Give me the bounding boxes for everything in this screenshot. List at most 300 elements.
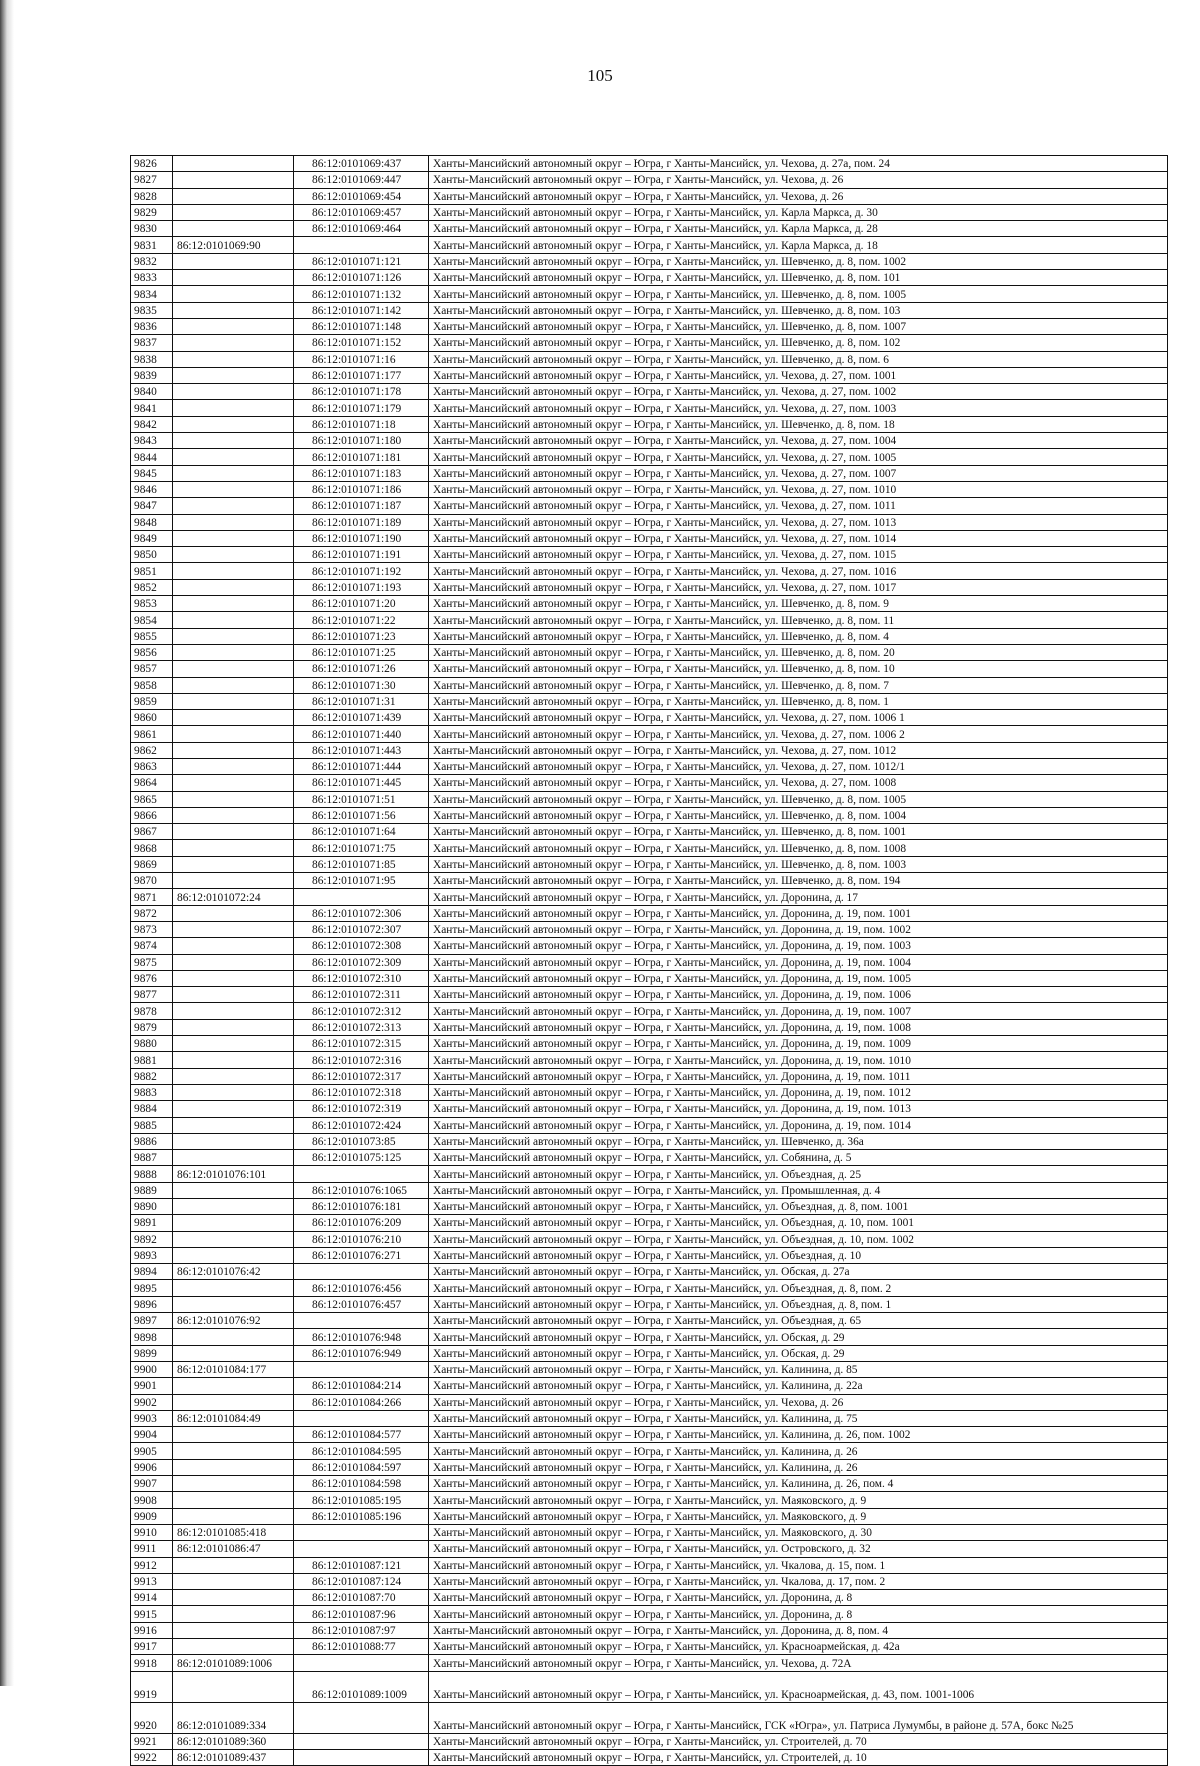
address-cell: Ханты-Мансийский автономный округ – Югра, г Ханты-Мансийск, ул. Доронина, д. 19, пом. 1006 bbox=[429, 987, 1168, 1003]
table-row bbox=[131, 221, 1168, 237]
row-number-cell: 9876 bbox=[131, 970, 173, 986]
address-cell: Ханты-Мансийский автономный округ – Югра, г Ханты-Мансийск, ул. Шевченко, д. 8, пом. 1008 bbox=[429, 840, 1168, 856]
table-row bbox=[131, 612, 1168, 628]
cadastral-number-cell: 86:12:0101071:30 bbox=[294, 677, 429, 693]
parent-cadastral-number-cell: 86:12:0101089:360 bbox=[173, 1733, 294, 1749]
parent-cadastral-number-cell bbox=[173, 758, 294, 774]
parent-cadastral-number-cell bbox=[173, 807, 294, 823]
cadastral-number-cell: 86:12:0101071:186 bbox=[294, 481, 429, 497]
row-number-cell: 9853 bbox=[131, 596, 173, 612]
address-cell: Ханты-Мансийский автономный округ – Югра, г Ханты-Мансийск, ул. Объездная, д. 8, пом. 1001 bbox=[429, 1199, 1168, 1215]
parent-cadastral-number-cell bbox=[173, 351, 294, 367]
parent-cadastral-number-cell bbox=[173, 1639, 294, 1655]
cadastral-number-cell: 86:12:0101071:26 bbox=[294, 661, 429, 677]
row-number-cell: 9835 bbox=[131, 302, 173, 318]
row-number-cell: 9865 bbox=[131, 791, 173, 807]
row-number-cell: 9879 bbox=[131, 1019, 173, 1035]
address-cell: Ханты-Мансийский автономный округ – Югра, г Ханты-Мансийск, ул. Доронина, д. 19, пом. 1008 bbox=[429, 1019, 1168, 1035]
table-row bbox=[131, 1313, 1168, 1329]
parent-cadastral-number-cell bbox=[173, 416, 294, 432]
table-row bbox=[131, 1215, 1168, 1231]
parent-cadastral-number-cell: 86:12:0101089:1006 bbox=[173, 1655, 294, 1671]
row-number-cell: 9895 bbox=[131, 1280, 173, 1296]
address-cell: Ханты-Мансийский автономный округ – Югра, г Ханты-Мансийск, ул. Калинина, д. 22а bbox=[429, 1378, 1168, 1394]
address-cell: Ханты-Мансийский автономный округ – Югра, г Ханты-Мансийск, ул. Шевченко, д. 8, пом. 6 bbox=[429, 351, 1168, 367]
row-number-cell: 9854 bbox=[131, 612, 173, 628]
table-row bbox=[131, 889, 1168, 905]
cadastral-number-cell: 86:12:0101089:1009 bbox=[294, 1671, 429, 1702]
table-row bbox=[131, 1655, 1168, 1671]
parent-cadastral-number-cell bbox=[173, 514, 294, 530]
table-row bbox=[131, 1003, 1168, 1019]
parent-cadastral-number-cell bbox=[173, 1101, 294, 1117]
address-cell: Ханты-Мансийский автономный округ – Югра, г Ханты-Мансийск, ул. Обская, д. 27а bbox=[429, 1264, 1168, 1280]
table-row bbox=[131, 710, 1168, 726]
table-row bbox=[131, 270, 1168, 286]
parent-cadastral-number-cell bbox=[173, 1199, 294, 1215]
row-number-cell: 9860 bbox=[131, 710, 173, 726]
address-cell: Ханты-Мансийский автономный округ – Югра, г Ханты-Мансийск, ул. Шевченко, д. 8, пом. 102 bbox=[429, 335, 1168, 351]
parent-cadastral-number-cell bbox=[173, 1117, 294, 1133]
address-cell: Ханты-Мансийский автономный округ – Югра, г Ханты-Мансийск, ул. Калинина, д. 26, пом. 1002 bbox=[429, 1427, 1168, 1443]
parent-cadastral-number-cell bbox=[173, 449, 294, 465]
table-row bbox=[131, 1733, 1168, 1749]
table-row bbox=[131, 367, 1168, 383]
cadastral-number-cell: 86:12:0101072:306 bbox=[294, 905, 429, 921]
row-number-cell: 9905 bbox=[131, 1443, 173, 1459]
row-number-cell: 9875 bbox=[131, 954, 173, 970]
table-row bbox=[131, 1036, 1168, 1052]
cadastral-number-cell: 86:12:0101071:18 bbox=[294, 416, 429, 432]
table-row bbox=[131, 644, 1168, 660]
cadastral-number-cell: 86:12:0101072:315 bbox=[294, 1036, 429, 1052]
address-cell: Ханты-Мансийский автономный округ – Югра, г Ханты-Мансийск, ул. Красноармейская, д. 42а bbox=[429, 1639, 1168, 1655]
address-cell: Ханты-Мансийский автономный округ – Югра, г Ханты-Мансийск, ул. Шевченко, д. 8, пом. 1005 bbox=[429, 791, 1168, 807]
cadastral-number-cell: 86:12:0101071:25 bbox=[294, 644, 429, 660]
table-row bbox=[131, 840, 1168, 856]
cadastral-number-cell: 86:12:0101072:424 bbox=[294, 1117, 429, 1133]
parent-cadastral-number-cell bbox=[173, 905, 294, 921]
table-row bbox=[131, 775, 1168, 791]
cadastral-number-cell: 86:12:0101072:316 bbox=[294, 1052, 429, 1068]
cadastral-number-cell: 86:12:0101072:308 bbox=[294, 938, 429, 954]
register-table-body bbox=[131, 156, 1168, 1766]
parent-cadastral-number-cell bbox=[173, 1329, 294, 1345]
address-cell: Ханты-Мансийский автономный округ – Югра, г Ханты-Мансийск, ул. Шевченко, д. 8, пом. 1002 bbox=[429, 253, 1168, 269]
table-row bbox=[131, 1019, 1168, 1035]
parent-cadastral-number-cell bbox=[173, 1622, 294, 1638]
parent-cadastral-number-cell bbox=[173, 1476, 294, 1492]
row-number-cell: 9921 bbox=[131, 1733, 173, 1749]
cadastral-number-cell: 86:12:0101072:312 bbox=[294, 1003, 429, 1019]
cadastral-number-cell: 86:12:0101071:152 bbox=[294, 335, 429, 351]
address-cell: Ханты-Мансийский автономный округ – Югра, г Ханты-Мансийск, ул. Чехова, д. 26 bbox=[429, 188, 1168, 204]
address-cell: Ханты-Мансийский автономный округ – Югра, г Ханты-Мансийск, ул. Доронина, д. 19, пом. 1001 bbox=[429, 905, 1168, 921]
table-row bbox=[131, 335, 1168, 351]
parent-cadastral-number-cell: 86:12:0101069:90 bbox=[173, 237, 294, 253]
table-row bbox=[131, 481, 1168, 497]
parent-cadastral-number-cell bbox=[173, 1231, 294, 1247]
address-cell: Ханты-Мансийский автономный округ – Югра, г Ханты-Мансийск, ул. Шевченко, д. 8, пом. 194 bbox=[429, 873, 1168, 889]
cadastral-number-cell: 86:12:0101072:311 bbox=[294, 987, 429, 1003]
table-row bbox=[131, 1329, 1168, 1345]
row-number-cell: 9851 bbox=[131, 563, 173, 579]
table-row bbox=[131, 351, 1168, 367]
table-row bbox=[131, 1361, 1168, 1377]
table-row bbox=[131, 1231, 1168, 1247]
row-number-cell: 9889 bbox=[131, 1182, 173, 1198]
cadastral-number-cell: 86:12:0101071:148 bbox=[294, 318, 429, 334]
cadastral-number-cell: 86:12:0101076:210 bbox=[294, 1231, 429, 1247]
parent-cadastral-number-cell bbox=[173, 1019, 294, 1035]
address-cell: Ханты-Мансийский автономный округ – Югра, г Ханты-Мансийск, ул. Доронина, д. 19, пом. 1011 bbox=[429, 1068, 1168, 1084]
parent-cadastral-number-cell bbox=[173, 938, 294, 954]
parent-cadastral-number-cell bbox=[173, 1182, 294, 1198]
parent-cadastral-number-cell bbox=[173, 628, 294, 644]
parent-cadastral-number-cell bbox=[173, 612, 294, 628]
row-number-cell: 9918 bbox=[131, 1655, 173, 1671]
cadastral-number-cell: 86:12:0101071:181 bbox=[294, 449, 429, 465]
address-cell: Ханты-Мансийский автономный округ – Югра, г Ханты-Мансийск, ул. Чехова, д. 27, пом. 1011 bbox=[429, 498, 1168, 514]
address-cell: Ханты-Мансийский автономный округ – Югра, г Ханты-Мансийск, ул. Шевченко, д. 8, пом. 1 bbox=[429, 693, 1168, 709]
row-number-cell: 9843 bbox=[131, 433, 173, 449]
address-cell: Ханты-Мансийский автономный округ – Югра, г Ханты-Мансийск, ул. Карла Маркса, д. 30 bbox=[429, 204, 1168, 220]
row-number-cell: 9830 bbox=[131, 221, 173, 237]
table-row bbox=[131, 318, 1168, 334]
cadastral-number-cell: 86:12:0101071:64 bbox=[294, 824, 429, 840]
row-number-cell: 9857 bbox=[131, 661, 173, 677]
row-number-cell: 9837 bbox=[131, 335, 173, 351]
table-row bbox=[131, 1573, 1168, 1589]
address-cell: Ханты-Мансийский автономный округ – Югра, г Ханты-Мансийск, ул. Доронина, д. 19, пом. 1003 bbox=[429, 938, 1168, 954]
cadastral-number-cell: 86:12:0101071:178 bbox=[294, 384, 429, 400]
address-cell: Ханты-Мансийский автономный округ – Югра, г Ханты-Мансийск, ул. Шевченко, д. 8, пом. 1004 bbox=[429, 807, 1168, 823]
row-number-cell: 9874 bbox=[131, 938, 173, 954]
table-row bbox=[131, 1117, 1168, 1133]
address-cell: Ханты-Мансийский автономный округ – Югра, г Ханты-Мансийск, ул. Чехова, д. 27, пом. 1006 2 bbox=[429, 726, 1168, 742]
parent-cadastral-number-cell bbox=[173, 335, 294, 351]
parent-cadastral-number-cell bbox=[173, 172, 294, 188]
parent-cadastral-number-cell: 86:12:0101072:24 bbox=[173, 889, 294, 905]
parent-cadastral-number-cell bbox=[173, 156, 294, 172]
table-row bbox=[131, 156, 1168, 172]
table-row bbox=[131, 938, 1168, 954]
cadastral-number-cell: 86:12:0101071:443 bbox=[294, 742, 429, 758]
cadastral-number-cell: 86:12:0101084:266 bbox=[294, 1394, 429, 1410]
cadastral-number-cell: 86:12:0101071:190 bbox=[294, 530, 429, 546]
row-number-cell: 9861 bbox=[131, 726, 173, 742]
table-row bbox=[131, 1247, 1168, 1263]
parent-cadastral-number-cell bbox=[173, 1215, 294, 1231]
cadastral-number-cell: 86:12:0101087:96 bbox=[294, 1606, 429, 1622]
row-number-cell: 9908 bbox=[131, 1492, 173, 1508]
table-row bbox=[131, 286, 1168, 302]
parent-cadastral-number-cell bbox=[173, 1492, 294, 1508]
row-number-cell: 9890 bbox=[131, 1199, 173, 1215]
cadastral-number-cell: 86:12:0101072:319 bbox=[294, 1101, 429, 1117]
row-number-cell: 9862 bbox=[131, 742, 173, 758]
row-number-cell: 9909 bbox=[131, 1508, 173, 1524]
parent-cadastral-number-cell bbox=[173, 1084, 294, 1100]
address-cell: Ханты-Мансийский автономный округ – Югра, г Ханты-Мансийск, ул. Объездная, д. 10, пом. 1001 bbox=[429, 1215, 1168, 1231]
parent-cadastral-number-cell bbox=[173, 1378, 294, 1394]
address-cell: Ханты-Мансийский автономный округ – Югра, г Ханты-Мансийск, ул. Шевченко, д. 8, пом. 9 bbox=[429, 596, 1168, 612]
row-number-cell: 9832 bbox=[131, 253, 173, 269]
table-row bbox=[131, 547, 1168, 563]
cadastral-number-cell: 86:12:0101075:125 bbox=[294, 1150, 429, 1166]
table-row bbox=[131, 1296, 1168, 1312]
address-cell: Ханты-Мансийский автономный округ – Югра, г Ханты-Мансийск, ул. Доронина, д. 8 bbox=[429, 1590, 1168, 1606]
address-cell: Ханты-Мансийский автономный округ – Югра, г Ханты-Мансийск, ул. Шевченко, д. 8, пом. 1003 bbox=[429, 856, 1168, 872]
table-row bbox=[131, 726, 1168, 742]
address-cell: Ханты-Мансийский автономный округ – Югра, г Ханты-Мансийск, ул. Маяковского, д. 9 bbox=[429, 1508, 1168, 1524]
address-cell: Ханты-Мансийский автономный округ – Югра, г Ханты-Мансийск, ул. Чехова, д. 26 bbox=[429, 172, 1168, 188]
parent-cadastral-number-cell bbox=[173, 481, 294, 497]
parent-cadastral-number-cell bbox=[173, 873, 294, 889]
parent-cadastral-number-cell bbox=[173, 1345, 294, 1361]
property-register-table bbox=[130, 155, 1168, 1766]
cadastral-number-cell: 86:12:0101071:183 bbox=[294, 465, 429, 481]
row-number-cell: 9868 bbox=[131, 840, 173, 856]
table-row bbox=[131, 465, 1168, 481]
parent-cadastral-number-cell bbox=[173, 270, 294, 286]
cadastral-number-cell: 86:12:0101071:126 bbox=[294, 270, 429, 286]
parent-cadastral-number-cell bbox=[173, 302, 294, 318]
cadastral-number-cell: 86:12:0101072:310 bbox=[294, 970, 429, 986]
parent-cadastral-number-cell bbox=[173, 954, 294, 970]
row-number-cell: 9847 bbox=[131, 498, 173, 514]
row-number-cell: 9894 bbox=[131, 1264, 173, 1280]
row-number-cell: 9834 bbox=[131, 286, 173, 302]
table-row bbox=[131, 856, 1168, 872]
cadastral-number-cell bbox=[294, 237, 429, 253]
address-cell: Ханты-Мансийский автономный округ – Югра, г Ханты-Мансийск, ул. Шевченко, д. 8, пом. 7 bbox=[429, 677, 1168, 693]
row-number-cell: 9888 bbox=[131, 1166, 173, 1182]
row-number-cell: 9886 bbox=[131, 1133, 173, 1149]
cadastral-number-cell: 86:12:0101073:85 bbox=[294, 1133, 429, 1149]
address-cell: Ханты-Мансийский автономный округ – Югра, г Ханты-Мансийск, ул. Доронина, д. 19, пом. 1014 bbox=[429, 1117, 1168, 1133]
row-number-cell: 9826 bbox=[131, 156, 173, 172]
table-row bbox=[131, 661, 1168, 677]
row-number-cell: 9919 bbox=[131, 1671, 173, 1702]
parent-cadastral-number-cell: 86:12:0101085:418 bbox=[173, 1524, 294, 1540]
address-cell: Ханты-Мансийский автономный округ – Югра, г Ханты-Мансийск, ул. Строителей, д. 10 bbox=[429, 1749, 1168, 1765]
table-row bbox=[131, 416, 1168, 432]
row-number-cell: 9852 bbox=[131, 579, 173, 595]
parent-cadastral-number-cell: 86:12:0101086:47 bbox=[173, 1541, 294, 1557]
address-cell: Ханты-Мансийский автономный округ – Югра, г Ханты-Мансийск, ул. Шевченко, д. 8, пом. 1001 bbox=[429, 824, 1168, 840]
row-number-cell: 9884 bbox=[131, 1101, 173, 1117]
cadastral-number-cell: 86:12:0101084:595 bbox=[294, 1443, 429, 1459]
row-number-cell: 9911 bbox=[131, 1541, 173, 1557]
row-number-cell: 9846 bbox=[131, 481, 173, 497]
cadastral-number-cell: 86:12:0101076:271 bbox=[294, 1247, 429, 1263]
table-row bbox=[131, 1345, 1168, 1361]
row-number-cell: 9859 bbox=[131, 693, 173, 709]
row-number-cell: 9904 bbox=[131, 1427, 173, 1443]
table-row bbox=[131, 237, 1168, 253]
row-number-cell: 9867 bbox=[131, 824, 173, 840]
cadastral-number-cell: 86:12:0101069:454 bbox=[294, 188, 429, 204]
address-cell: Ханты-Мансийский автономный округ – Югра, г Ханты-Мансийск, ул. Доронина, д. 19, пом. 1007 bbox=[429, 1003, 1168, 1019]
address-cell: Ханты-Мансийский автономный округ – Югра, г Ханты-Мансийск, ул. Доронина, д. 19, пом. 1009 bbox=[429, 1036, 1168, 1052]
parent-cadastral-number-cell bbox=[173, 221, 294, 237]
address-cell: Ханты-Мансийский автономный округ – Югра, г Ханты-Мансийск, ул. Объездная, д. 10 bbox=[429, 1247, 1168, 1263]
scan-edge-shadow bbox=[0, 0, 14, 1686]
parent-cadastral-number-cell bbox=[173, 742, 294, 758]
cadastral-number-cell: 86:12:0101072:309 bbox=[294, 954, 429, 970]
table-row bbox=[131, 253, 1168, 269]
parent-cadastral-number-cell bbox=[173, 1557, 294, 1573]
parent-cadastral-number-cell bbox=[173, 530, 294, 546]
row-number-cell: 9833 bbox=[131, 270, 173, 286]
table-row bbox=[131, 1150, 1168, 1166]
parent-cadastral-number-cell bbox=[173, 710, 294, 726]
table-row bbox=[131, 1378, 1168, 1394]
cadastral-number-cell: 86:12:0101071:56 bbox=[294, 807, 429, 823]
cadastral-number-cell bbox=[294, 1361, 429, 1377]
address-cell: Ханты-Мансийский автономный округ – Югра, г Ханты-Мансийск, ул. Чехова, д. 27а, пом. 24 bbox=[429, 156, 1168, 172]
cadastral-number-cell: 86:12:0101071:440 bbox=[294, 726, 429, 742]
cadastral-number-cell: 86:12:0101071:75 bbox=[294, 840, 429, 856]
table-row bbox=[131, 1557, 1168, 1573]
cadastral-number-cell: 86:12:0101071:444 bbox=[294, 758, 429, 774]
table-row bbox=[131, 563, 1168, 579]
address-cell: Ханты-Мансийский автономный округ – Югра, г Ханты-Мансийск, ул. Объездная, д. 25 bbox=[429, 1166, 1168, 1182]
parent-cadastral-number-cell bbox=[173, 1068, 294, 1084]
row-number-cell: 9845 bbox=[131, 465, 173, 481]
address-cell: Ханты-Мансийский автономный округ – Югра, г Ханты-Мансийск, ул. Объездная, д. 10, пом. 1002 bbox=[429, 1231, 1168, 1247]
address-cell: Ханты-Мансийский автономный округ – Югра, г Ханты-Мансийск, ул. Чехова, д. 27, пом. 1012 bbox=[429, 742, 1168, 758]
parent-cadastral-number-cell bbox=[173, 791, 294, 807]
cadastral-number-cell: 86:12:0101071:445 bbox=[294, 775, 429, 791]
table-row bbox=[131, 987, 1168, 1003]
cadastral-number-cell: 86:12:0101076:181 bbox=[294, 1199, 429, 1215]
address-cell: Ханты-Мансийский автономный округ – Югра, г Ханты-Мансийск, ул. Шевченко, д. 36а bbox=[429, 1133, 1168, 1149]
table-row bbox=[131, 1702, 1168, 1733]
address-cell: Ханты-Мансийский автономный округ – Югра, г Ханты-Мансийск, ул. Доронина, д. 19, пом. 1005 bbox=[429, 970, 1168, 986]
row-number-cell: 9869 bbox=[131, 856, 173, 872]
table-row bbox=[131, 1749, 1168, 1765]
parent-cadastral-number-cell bbox=[173, 693, 294, 709]
table-row bbox=[131, 172, 1168, 188]
cadastral-number-cell: 86:12:0101076:456 bbox=[294, 1280, 429, 1296]
table-row bbox=[131, 1671, 1168, 1702]
table-row bbox=[131, 758, 1168, 774]
row-number-cell: 9916 bbox=[131, 1622, 173, 1638]
row-number-cell: 9883 bbox=[131, 1084, 173, 1100]
row-number-cell: 9898 bbox=[131, 1329, 173, 1345]
row-number-cell: 9855 bbox=[131, 628, 173, 644]
address-cell: Ханты-Мансийский автономный округ – Югра, г Ханты-Мансийск, ул. Доронина, д. 19, пом. 1010 bbox=[429, 1052, 1168, 1068]
address-cell: Ханты-Мансийский автономный округ – Югра, г Ханты-Мансийск, ул. Калинина, д. 26, пом. 4 bbox=[429, 1476, 1168, 1492]
table-row bbox=[131, 596, 1168, 612]
cadastral-number-cell bbox=[294, 1702, 429, 1733]
row-number-cell: 9842 bbox=[131, 416, 173, 432]
address-cell: Ханты-Мансийский автономный округ – Югра, г Ханты-Мансийск, ул. Шевченко, д. 8, пом. 11 bbox=[429, 612, 1168, 628]
cadastral-number-cell: 86:12:0101071:180 bbox=[294, 433, 429, 449]
parent-cadastral-number-cell: 86:12:0101084:177 bbox=[173, 1361, 294, 1377]
row-number-cell: 9850 bbox=[131, 547, 173, 563]
row-number-cell: 9864 bbox=[131, 775, 173, 791]
cadastral-number-cell: 86:12:0101076:1065 bbox=[294, 1182, 429, 1198]
parent-cadastral-number-cell bbox=[173, 286, 294, 302]
row-number-cell: 9870 bbox=[131, 873, 173, 889]
table-row bbox=[131, 1492, 1168, 1508]
row-number-cell: 9893 bbox=[131, 1247, 173, 1263]
row-number-cell: 9878 bbox=[131, 1003, 173, 1019]
parent-cadastral-number-cell bbox=[173, 824, 294, 840]
table-row bbox=[131, 1182, 1168, 1198]
row-number-cell: 9836 bbox=[131, 318, 173, 334]
address-cell: Ханты-Мансийский автономный округ – Югра, г Ханты-Мансийск, ул. Чехова, д. 27, пом. 1001 bbox=[429, 367, 1168, 383]
table-row bbox=[131, 1052, 1168, 1068]
cadastral-number-cell: 86:12:0101087:70 bbox=[294, 1590, 429, 1606]
table-row bbox=[131, 1590, 1168, 1606]
table-row bbox=[131, 514, 1168, 530]
table-row bbox=[131, 1410, 1168, 1426]
address-cell: Ханты-Мансийский автономный округ – Югра, г Ханты-Мансийск, ул. Шевченко, д. 8, пом. 10 bbox=[429, 661, 1168, 677]
parent-cadastral-number-cell bbox=[173, 498, 294, 514]
table-row bbox=[131, 807, 1168, 823]
address-cell: Ханты-Мансийский автономный округ – Югра, г Ханты-Мансийск, ул. Шевченко, д. 8, пом. 4 bbox=[429, 628, 1168, 644]
address-cell: Ханты-Мансийский автономный округ – Югра, г Ханты-Мансийск, ул. Чехова, д. 26 bbox=[429, 1394, 1168, 1410]
address-cell: Ханты-Мансийский автономный округ – Югра, г Ханты-Мансийск, ул. Карла Маркса, д. 28 bbox=[429, 221, 1168, 237]
table-row bbox=[131, 384, 1168, 400]
row-number-cell: 9912 bbox=[131, 1557, 173, 1573]
parent-cadastral-number-cell bbox=[173, 1150, 294, 1166]
row-number-cell: 9873 bbox=[131, 921, 173, 937]
cadastral-number-cell bbox=[294, 889, 429, 905]
address-cell: Ханты-Мансийский автономный округ – Югра, г Ханты-Мансийск, ул. Калинина, д. 75 bbox=[429, 1410, 1168, 1426]
table-row bbox=[131, 579, 1168, 595]
parent-cadastral-number-cell bbox=[173, 1394, 294, 1410]
address-cell: Ханты-Мансийский автономный округ – Югра, г Ханты-Мансийск, ул. Островского, д. 32 bbox=[429, 1541, 1168, 1557]
table-row bbox=[131, 1084, 1168, 1100]
cadastral-number-cell: 86:12:0101069:437 bbox=[294, 156, 429, 172]
row-number-cell: 9828 bbox=[131, 188, 173, 204]
parent-cadastral-number-cell bbox=[173, 1573, 294, 1589]
cadastral-number-cell: 86:12:0101069:457 bbox=[294, 204, 429, 220]
parent-cadastral-number-cell bbox=[173, 1427, 294, 1443]
address-cell: Ханты-Мансийский автономный округ – Югра, г Ханты-Мансийск, ул. Доронина, д. 19, пом. 1002 bbox=[429, 921, 1168, 937]
table-row bbox=[131, 1068, 1168, 1084]
cadastral-number-cell bbox=[294, 1655, 429, 1671]
parent-cadastral-number-cell bbox=[173, 644, 294, 660]
parent-cadastral-number-cell bbox=[173, 1443, 294, 1459]
table-row bbox=[131, 433, 1168, 449]
table-row bbox=[131, 873, 1168, 889]
address-cell: Ханты-Мансийский автономный округ – Югра, г Ханты-Мансийск, ул. Объездная, д. 8, пом. 1 bbox=[429, 1296, 1168, 1312]
row-number-cell: 9849 bbox=[131, 530, 173, 546]
parent-cadastral-number-cell: 86:12:0101089:334 bbox=[173, 1702, 294, 1733]
address-cell: Ханты-Мансийский автономный округ – Югра, г Ханты-Мансийск, ул. Доронина, д. 8, пом. 4 bbox=[429, 1622, 1168, 1638]
table-row bbox=[131, 1459, 1168, 1475]
row-number-cell: 9872 bbox=[131, 905, 173, 921]
address-cell: Ханты-Мансийский автономный округ – Югра, г Ханты-Мансийск, ул. Чехова, д. 27, пом. 1017 bbox=[429, 579, 1168, 595]
parent-cadastral-number-cell bbox=[173, 384, 294, 400]
cadastral-number-cell: 86:12:0101076:949 bbox=[294, 1345, 429, 1361]
table-row bbox=[131, 400, 1168, 416]
parent-cadastral-number-cell bbox=[173, 547, 294, 563]
address-cell: Ханты-Мансийский автономный округ – Югра, г Ханты-Мансийск, ул. Собянина, д. 5 bbox=[429, 1150, 1168, 1166]
table-row bbox=[131, 1606, 1168, 1622]
address-cell: Ханты-Мансийский автономный округ – Югра, г Ханты-Мансийск, ул. Промышленная, д. 4 bbox=[429, 1182, 1168, 1198]
parent-cadastral-number-cell bbox=[173, 726, 294, 742]
cadastral-number-cell bbox=[294, 1410, 429, 1426]
cadastral-number-cell: 86:12:0101071:31 bbox=[294, 693, 429, 709]
address-cell: Ханты-Мансийский автономный округ – Югра, г Ханты-Мансийск, ул. Шевченко, д. 8, пом. 101 bbox=[429, 270, 1168, 286]
